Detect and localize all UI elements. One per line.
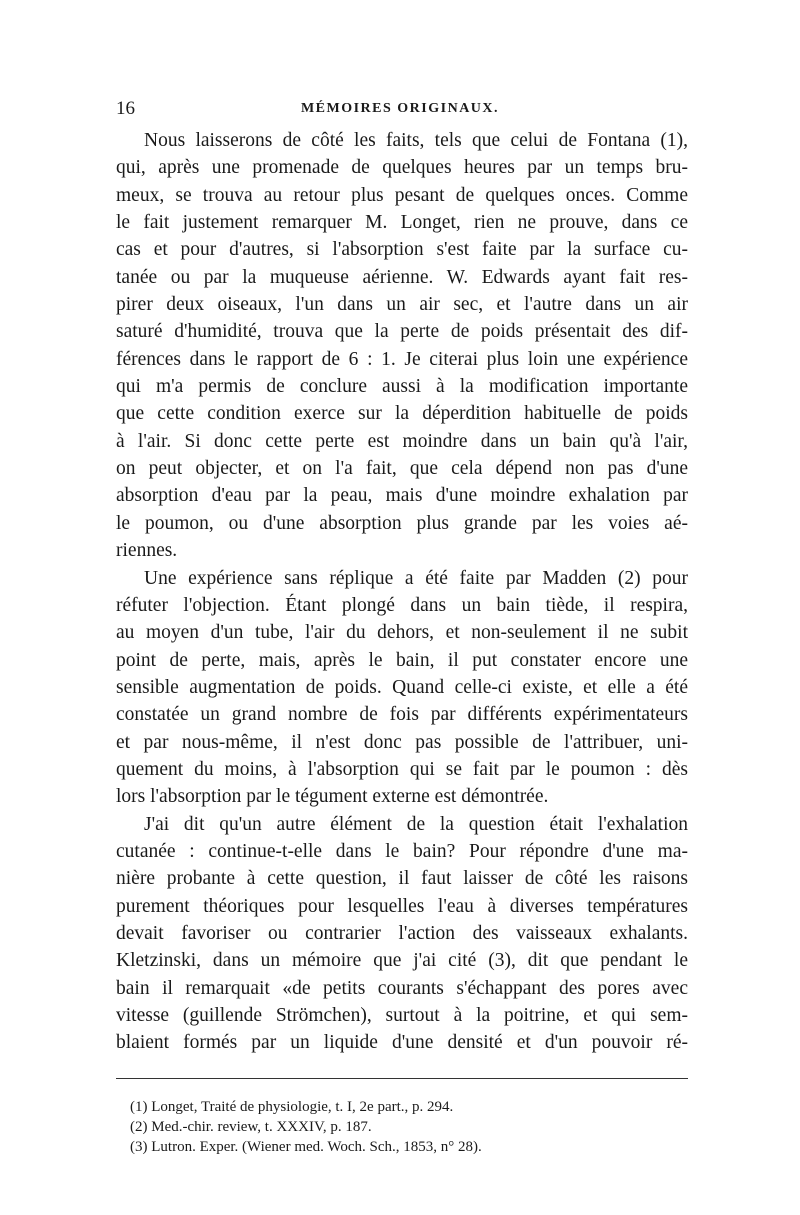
text-line: réfuter l'objection. Étant plongé dans un bain tiède, il respira,: [116, 594, 688, 616]
running-title: MÉMOIRES ORIGINAUX.: [300, 101, 500, 116]
text-line: vitesse (guillende Strömchen), surtout à la poitrine, et qui sem-: [116, 1005, 688, 1026]
text-line: absorption d'eau par la peau, mais d'une moindre exhalation par: [116, 485, 688, 507]
text-line: purement théoriques pour lesquelles l'eau à diverses températures: [116, 895, 688, 917]
text-line: et par nous-même, il n'est donc pas possible de l'attribuer, uni-: [116, 731, 688, 753]
text-line: sensible augmentation de poids. Quand celle-ci existe, et elle a été: [116, 676, 688, 698]
text-line: lors l'absorption par le tégument externe est démontrée.: [116, 786, 549, 808]
footnote: (1) Longet, Traité de physiologie, t. I, 2e part., p. 294.: [130, 1099, 454, 1115]
text-line: J'ai dit qu'un autre élément de la question était l'exhalation: [144, 813, 688, 835]
paragraph: [116, 565, 688, 811]
text-line: pirer deux oiseaux, l'un dans un air sec, et l'autre dans un air: [116, 294, 688, 316]
text-line: Une expérience sans réplique a été faite par Madden (2) pour: [144, 567, 688, 589]
footnote-divider: [116, 1078, 688, 1079]
page-number: 16: [116, 98, 135, 119]
text-line: le poumon, ou d'une absorption plus grande par les voies aé-: [116, 512, 688, 534]
text-line: tanée ou par la muqueuse aérienne. W. Edwards ayant fait res-: [116, 266, 688, 288]
text-line: nière probante à cette question, il faut laisser de côté les raisons: [116, 868, 688, 890]
text-line: qui m'a permis de conclure aussi à la modification importante: [116, 376, 688, 398]
text-line: saturé d'humidité, trouva que la perte de poids présentait des dif-: [116, 321, 688, 343]
text-line: on peut objecter, et on l'a fait, que cela dépend non pas d'une: [116, 458, 688, 480]
text-line: devait favoriser ou contrarier l'action des vaisseaux exhalants.: [116, 922, 688, 944]
footnote: (2) Med.-chir. review, t. XXXIV, p. 187.: [130, 1119, 372, 1135]
text-line: à l'air. Si donc cette perte est moindre dans un bain qu'à l'air,: [116, 430, 688, 452]
text-line: blaient formés par un liquide d'une densité et d'un pouvoir ré-: [116, 1032, 688, 1054]
text-line: le fait justement remarquer M. Longet, rien ne prouve, dans ce: [116, 212, 688, 234]
body-text: [116, 127, 688, 1057]
text-line: au moyen d'un tube, l'air du dehors, et non-seulement il ne subit: [116, 622, 688, 644]
text-line: bain il remarquait «de petits courants s'échappant des pores avec: [116, 977, 688, 999]
text-line: cas et pour d'autres, si l'absorption s'est faite par la surface cu-: [116, 239, 688, 261]
text-line: meux, se trouva au retour plus pesant de quelques onces. Comme: [116, 184, 688, 206]
text-line: Nous laisserons de côté les faits, tels que celui de Fontana (1),: [144, 130, 688, 151]
text-line: constatée un grand nombre de fois par différents expérimentateurs: [116, 704, 688, 726]
text-line: point de perte, mais, après le bain, il put constater encore une: [116, 649, 688, 671]
text-line: que cette condition exerce sur la déperdition habituelle de poids: [116, 403, 688, 425]
text-line: qui, après une promenade de quelques heures par un temps bru-: [116, 157, 688, 179]
footnotes: [130, 1097, 690, 1157]
paragraph: [116, 127, 688, 565]
text-line: Kletzinski, dans un mémoire que j'ai cité (3), dit que pendant le: [116, 950, 688, 972]
text-line: cutanée : continue-t-elle dans le bain? Pour répondre d'une ma-: [116, 840, 688, 862]
paragraph: [116, 811, 688, 1057]
text-line: riennes.: [116, 540, 178, 562]
text-line: férences dans le rapport de 6 : 1. Je citerai plus loin une expérience: [116, 348, 688, 370]
text-line: quement du moins, à l'absorption qui se fait par le poumon : dès: [116, 758, 688, 780]
footnote: (3) Lutron. Exper. (Wiener med. Woch. Sch., 1853, n° 28).: [130, 1139, 482, 1155]
